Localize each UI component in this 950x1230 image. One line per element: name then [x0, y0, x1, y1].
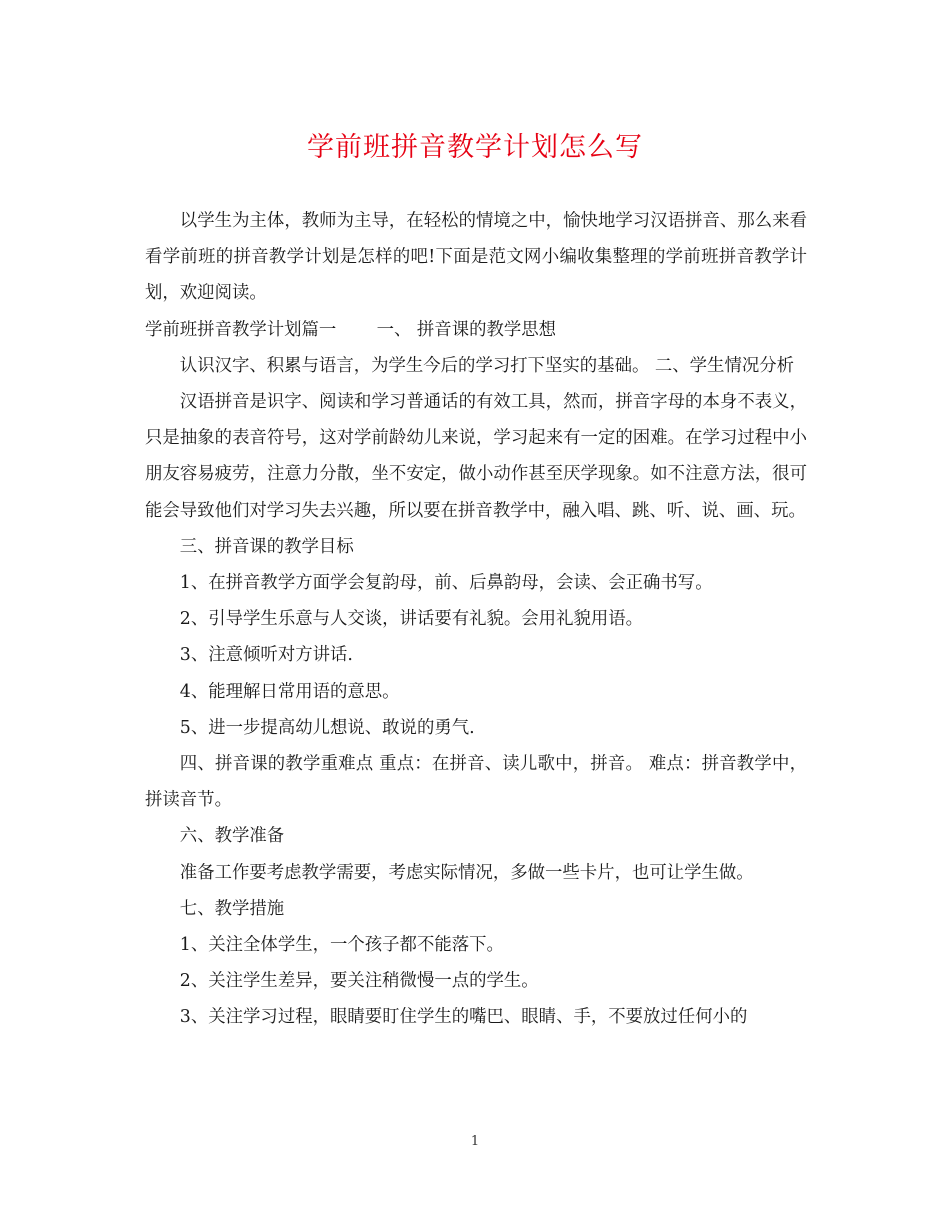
paragraph: 认识汉字、积累与语言，为学生今后的学习打下坚实的基础。 二、学生情况分析	[179, 355, 795, 376]
paragraph-intro: 以学生为主体，教师为主导，在轻松的情境之中，愉快地学习汉语拼音、那么来看看学前班的拼音教学计划是怎样的吧!下面是范文网小编收集整理的学前班拼音教学计划，欢迎阅读。	[145, 211, 807, 304]
list-item: 1、关注全体学生，一个孩子都不能落下。	[179, 935, 504, 956]
paragraph: 四、拼音课的教学重难点 重点：在拼音、读儿歌中，拼音。 难点：拼音教学中，拼读音节。	[145, 754, 807, 811]
paragraph: 汉语拼音是识字、阅读和学习普通话的有效工具，然而，拼音字母的本身不表义，只是抽象的表音符号，这对学前龄幼儿来说，学习起来有一定的困难。在学习过程中小朋友容易疲劳，注意力分散，坐不安定，做小动作甚至厌学现象。如不注意方法，很可能会导致他们对学习失去兴趣，所以要在拼音教学中，融入唱、跳、听、说、画、玩。	[145, 392, 807, 521]
list-item: 2、关注学生差异，要关注稍微慢一点的学生。	[179, 971, 539, 992]
paragraph-heading: 六、教学准备	[179, 826, 285, 847]
paragraph-section-heading: 学前班拼音教学计划篇一 一、 拼音课的教学思想	[145, 319, 557, 340]
paragraph-heading: 三、拼音课的教学目标	[179, 536, 354, 557]
list-item: 3、关注学习过程，眼睛要盯住学生的嘴巴、眼睛、手，不要放过任何小的	[179, 1007, 748, 1028]
list-item: 5、进一步提高幼儿想说、敢说的勇气.	[179, 717, 475, 738]
page-number: 1	[470, 1134, 480, 1149]
list-item: 2、引导学生乐意与人交谈，讲话要有礼貌。会用礼貌用语。	[179, 609, 644, 630]
list-item: 3、注意倾听对方讲话.	[179, 645, 353, 666]
paragraph-heading: 七、教学措施	[179, 898, 285, 919]
document-title: 学前班拼音教学计划怎么写	[307, 132, 643, 163]
list-item: 1、在拼音教学方面学会复韵母，前、后鼻韵母，会读、会正确书写。	[179, 573, 713, 594]
document-body	[145, 203, 807, 1036]
paragraph: 准备工作要考虑教学需要，考虑实际情况，多做一些卡片，也可让学生做。	[179, 862, 754, 883]
list-item: 4、能理解日常用语的意思。	[179, 681, 400, 702]
